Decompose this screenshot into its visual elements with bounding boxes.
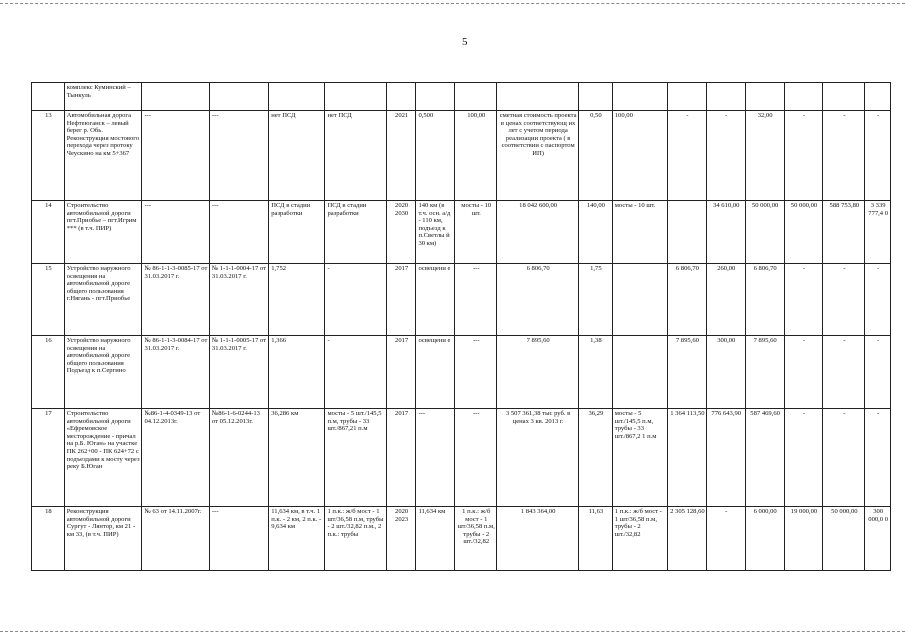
cell-doc2 [209,83,268,111]
cell-v4: - [784,409,823,507]
cell-cost: 6 806,70 [497,264,579,336]
cell-v3: 50 000,00 [745,201,784,264]
cell-ratio: 0,50 [579,111,613,201]
cell-v4: 50 000,00 [784,201,823,264]
cell-v5: - [823,264,865,336]
cell-capacity-total [612,264,667,336]
cell-readiness: 1 п.к.: ж/б мост - 1 шт/36,58 п.м, трубы - 2 шт./32,82 [455,507,497,571]
table-row [32,111,891,201]
cell-v6: 300 000,0 0 [865,507,891,571]
cell-v3: 6 000,00 [745,507,784,571]
cell-remaining-length [416,83,455,111]
cell-name: Устройство наружного освещения на автомобильной дороге общего пользования Подъезд к п.Сергино [64,336,142,409]
road-projects-table [31,82,891,571]
cell-v2: - [706,111,745,201]
cell-v1: 1 364 113,50 [667,409,706,507]
cell-remaining-length: освещени е [416,264,455,336]
cell-doc2: --- [209,201,268,264]
cell-no: 15 [32,264,65,336]
table-body [32,83,891,571]
cell-capacity: ПСД в стадии разработки [325,201,386,264]
cell-capacity-total: мосты - 10 шт. [612,201,667,264]
cell-readiness: --- [455,409,497,507]
cell-cost [497,83,579,111]
cell-years: 2020 2030 [386,201,416,264]
cell-v1 [667,83,706,111]
cell-v2: 776 643,90 [706,409,745,507]
cell-v6: 3 339 777,4 0 [865,201,891,264]
cell-length: ПСД в стадии разработки [269,201,325,264]
cell-cost: 18 042 600,00 [497,201,579,264]
cell-remaining-length: освещени е [416,336,455,409]
cell-name: комплекс Куминский – Тынкуль [64,83,142,111]
cell-remaining-length: 0,500 [416,111,455,201]
cell-v4: 19 000,00 [784,507,823,571]
cell-v5: 588 753,80 [823,201,865,264]
cell-v1: 6 806,70 [667,264,706,336]
cell-capacity: нет ПСД [325,111,386,201]
cell-length: 11,634 км, в т.ч. 1 п.к. - 2 км, 2 п.к. - 9,634 км [269,507,325,571]
cell-v6: - [865,409,891,507]
cell-years: 2020 2023 [386,507,416,571]
table-row [32,83,891,111]
cell-doc1: № 86-1-1-3-0084-17 от 31.03.2017 г. [142,336,209,409]
cell-v2 [706,83,745,111]
cell-v1: - [667,111,706,201]
table-row [32,336,891,409]
cell-v6: - [865,264,891,336]
cell-doc1: № 86-1-1-3-0085-17 от 31.03.2017 г. [142,264,209,336]
table-row [32,264,891,336]
cell-v3: 6 806,70 [745,264,784,336]
cell-doc2: --- [209,111,268,201]
cell-capacity [325,83,386,111]
cell-years: 2017 [386,409,416,507]
cell-v2: 34 610,00 [706,201,745,264]
cell-readiness: 100,00 [455,111,497,201]
cell-capacity-total: 100,00 [612,111,667,201]
cell-v3: 32,00 [745,111,784,201]
table-row [32,507,891,571]
cell-v2: 300,00 [706,336,745,409]
cell-no: 17 [32,409,65,507]
scan-edge-bottom [0,631,905,632]
cell-v6: - [865,336,891,409]
cell-cost: 1 843 364,00 [497,507,579,571]
cell-doc1 [142,83,209,111]
cell-capacity-total: мосты - 5 шт./145,5 п.м, трубы - 33 шт./867,2 1 п.м [612,409,667,507]
cell-capacity-total: 1 п.к.: ж/б мост - 1 шт/36,58 п.м, трубы - 2 шт./32,82 [612,507,667,571]
cell-v1: 2 305 128,60 [667,507,706,571]
cell-capacity: - [325,336,386,409]
cell-no [32,83,65,111]
cell-v4: - [784,111,823,201]
cell-doc1: №86-1-4-0349-13 от 04.12.2013г. [142,409,209,507]
cell-cost: 3 507 361,38 тыс руб. в ценах 3 кв. 2013 г. [497,409,579,507]
cell-doc2: № 1-1-1-0005-17 от 31.03.2017 г. [209,336,268,409]
cell-length: нет ПСД [269,111,325,201]
cell-v2: - [706,507,745,571]
cell-v5 [823,83,865,111]
cell-ratio: 140,00 [579,201,613,264]
page-number: 5 [462,36,468,48]
cell-length: 1,366 [269,336,325,409]
cell-no: 14 [32,201,65,264]
cell-ratio [579,83,613,111]
cell-length [269,83,325,111]
cell-name: Автомобильная дорога Нефтеюганск – левый берег р. Обь. Реконструкция мостового перехода через протоку Чеускино на км 5+367 [64,111,142,201]
cell-doc2: --- [209,507,268,571]
cell-ratio: 1,38 [579,336,613,409]
cell-capacity-total [612,336,667,409]
cell-remaining-length: 11,634 км [416,507,455,571]
cell-v3: 7 895,60 [745,336,784,409]
cell-v5: - [823,409,865,507]
cell-no: 16 [32,336,65,409]
cell-cost: 7 895,60 [497,336,579,409]
cell-ratio: 36,29 [579,409,613,507]
cell-doc1: --- [142,111,209,201]
cell-v1 [667,201,706,264]
cell-v4: - [784,336,823,409]
cell-doc1: --- [142,201,209,264]
cell-cost: сметная стоимость проекта в ценах соответствующ их лет с учетом периода реализации проекта ( в соответствии с паспортом ИП) [497,111,579,201]
cell-length: 1,752 [269,264,325,336]
cell-v5: 50 000,00 [823,507,865,571]
cell-remaining-length: --- [416,409,455,507]
cell-v4 [784,83,823,111]
cell-no: 18 [32,507,65,571]
cell-readiness: --- [455,264,497,336]
cell-doc2: №86-1-6-0244-13 от 05.12.2013г. [209,409,268,507]
cell-readiness: мосты - 10 шт. [455,201,497,264]
cell-v4: - [784,264,823,336]
cell-no: 13 [32,111,65,201]
cell-ratio: 11,63 [579,507,613,571]
cell-doc2: № 1-1-1-0004-17 от 31.03.2017 г. [209,264,268,336]
cell-name: Строительство автомобильной дороги пгт.Приобье – пгт.Игрим *** (в т.ч. ПИР) [64,201,142,264]
scan-edge-top [0,3,905,4]
table-row [32,409,891,507]
cell-v3 [745,83,784,111]
cell-v5: - [823,336,865,409]
cell-name: Строительство автомобильной дороги «Ефремовское месторождение - причал на р.Б. Юган» на участке ПК 262+00 - ПК 624+72 с подъездами к мосту через реку Б.Юган [64,409,142,507]
cell-v1: 7 895,60 [667,336,706,409]
table-row [32,201,891,264]
cell-capacity: - [325,264,386,336]
cell-ratio: 1,75 [579,264,613,336]
cell-name: Устройство наружного освещения на автомобильной дороге общего пользования г.Нягань - пгт.Приобье [64,264,142,336]
cell-doc1: № 63 от 14.11.2007г. [142,507,209,571]
cell-years [386,83,416,111]
cell-capacity: 1 п.к.: ж/б мост - 1 шт/36,58 п.м, трубы - 2 шт./32,82 п.м., 2 п.к.: трубы [325,507,386,571]
cell-v6: - [865,111,891,201]
cell-v3: 587 469,60 [745,409,784,507]
cell-years: 2017 [386,264,416,336]
cell-capacity: мосты - 5 шт./145,5 п.м, трубы - 33 шт./867,21 п.м [325,409,386,507]
cell-length: 36,286 км [269,409,325,507]
cell-capacity-total [612,83,667,111]
cell-readiness [455,83,497,111]
cell-v2: 260,00 [706,264,745,336]
cell-name: Реконструкция автомобильной дороги Сургут - Лянтор, км 21 - км 33, (в т.ч. ПИР) [64,507,142,571]
cell-readiness: --- [455,336,497,409]
cell-years: 2021 [386,111,416,201]
cell-v6 [865,83,891,111]
cell-remaining-length: 140 км (в т.ч. осн. а/д - 110 км, подъезд к п.Светлы й 30 км) [416,201,455,264]
cell-v5: - [823,111,865,201]
cell-years: 2017 [386,336,416,409]
